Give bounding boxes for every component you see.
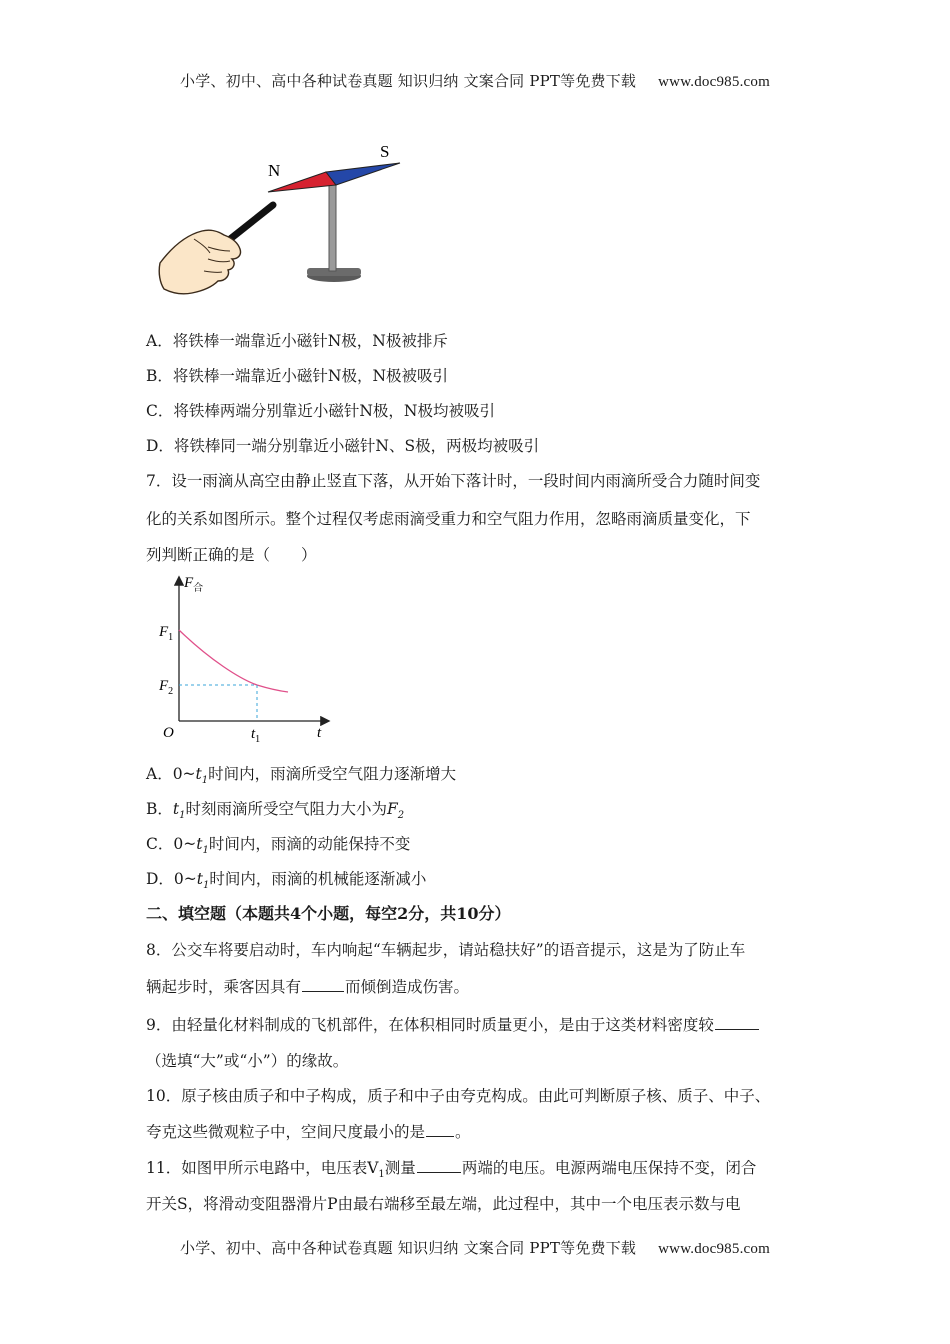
q9-line-1: 9．由轻量化材料制成的飞机部件，在体积相同时质量更小，是由于这类材料密度较 [146, 1015, 760, 1035]
q6-option-d: D．将铁棒同一端分别靠近小磁针N、S极，两极均被吸引 [146, 437, 540, 455]
q7-stem-line-3: 列判断正确的是（ ） [146, 546, 317, 564]
footer-text: 小学、初中、高中各种试卷真题 知识归纳 文案合同 PPT等免费下载 [180, 1239, 637, 1257]
compass-needle-figure [150, 135, 420, 300]
q10-blank[interactable] [426, 1122, 454, 1137]
section-2-title: 二、填空题（本题共4个小题，每空2分，共10分） [146, 904, 511, 923]
label-s: S [380, 142, 390, 161]
q11-line-1: 11．如图甲所示电路中，电压表$V_1$测量 两端的电压。电源两端电压保持不变，闭合 [146, 1159, 757, 1181]
q6-option-a: A．将铁棒一端靠近小磁针N极，N极被排斥 [146, 332, 448, 350]
q7-stem-line-1: 7．设一雨滴从高空由静止竖直下落，从开始下落计时，一段时间内雨滴所受合力随时间变 [146, 472, 761, 490]
header-site: www.doc985.com [658, 74, 770, 90]
y-axis-label: $F_合$ [184, 575, 204, 594]
f2-label: $F_2$ [159, 678, 174, 697]
q6-option-c: C．将铁棒两端分别靠近小磁针N极，N极均被吸引 [146, 402, 495, 420]
q10-line-2: 夸克这些微观粒子中，空间尺度最小的是 。 [146, 1123, 471, 1141]
q8-line-1: 8．公交车将要启动时，车内响起“车辆起步，请站稳扶好”的语音提示，这是为了防止车 [146, 941, 746, 959]
hand-icon [159, 230, 240, 294]
origin-label: O [163, 725, 174, 741]
q8-blank[interactable] [302, 977, 344, 992]
header-text: 小学、初中、高中各种试卷真题 知识归纳 文案合同 PPT等免费下载 [180, 72, 637, 90]
footer-site: www.doc985.com [658, 1241, 770, 1257]
needle-south-icon [326, 163, 400, 185]
q7-option-b: B．$t_1$时刻雨滴所受空气阻力大小为$F_2$ [146, 800, 405, 822]
q10-line-1: 10．原子核由质子和中子构成，质子和中子由夸克构成。由此可判断原子核、质子、中子、 [146, 1087, 771, 1105]
q6-option-b: B．将铁棒一端靠近小磁针N极，N极被吸引 [146, 367, 449, 385]
q7-option-a: A．$0\sim t_1$时间内，雨滴所受空气阻力逐渐增大 [146, 765, 457, 787]
q9-blank[interactable] [715, 1015, 759, 1030]
q7-option-d: D．$0\sim t_1$时间内，雨滴的机械能逐渐减小 [146, 870, 427, 892]
q7-stem-line-2: 化的关系如图所示。整个过程仅考虑雨滴受重力和空气阻力作用，忽略雨滴质量变化，下 [146, 510, 751, 528]
f1-label: $F_1$ [159, 624, 174, 643]
page-footer [0, 1237, 950, 1258]
page-header [0, 70, 950, 91]
q8-line-2: 辆起步时，乘客因具有 而倾倒造成伤害。 [146, 978, 470, 996]
force-curve [179, 630, 288, 692]
q9-line-2: （选填“大”或“小”）的缘故。 [146, 1052, 349, 1070]
stand-post-icon [329, 183, 336, 271]
label-n: N [268, 161, 281, 180]
force-time-graph [150, 572, 340, 747]
x-axis-label: t [317, 725, 322, 741]
q11-blank[interactable] [417, 1158, 461, 1173]
t1-label: $t_1$ [251, 726, 261, 745]
q11-line-2: 开关S，将滑动变阻器滑片P由最右端移至最左端，此过程中，其中一个电压表示数与电 [146, 1195, 741, 1213]
q7-option-c: C．$0\sim t_1$时间内，雨滴的动能保持不变 [146, 835, 411, 857]
